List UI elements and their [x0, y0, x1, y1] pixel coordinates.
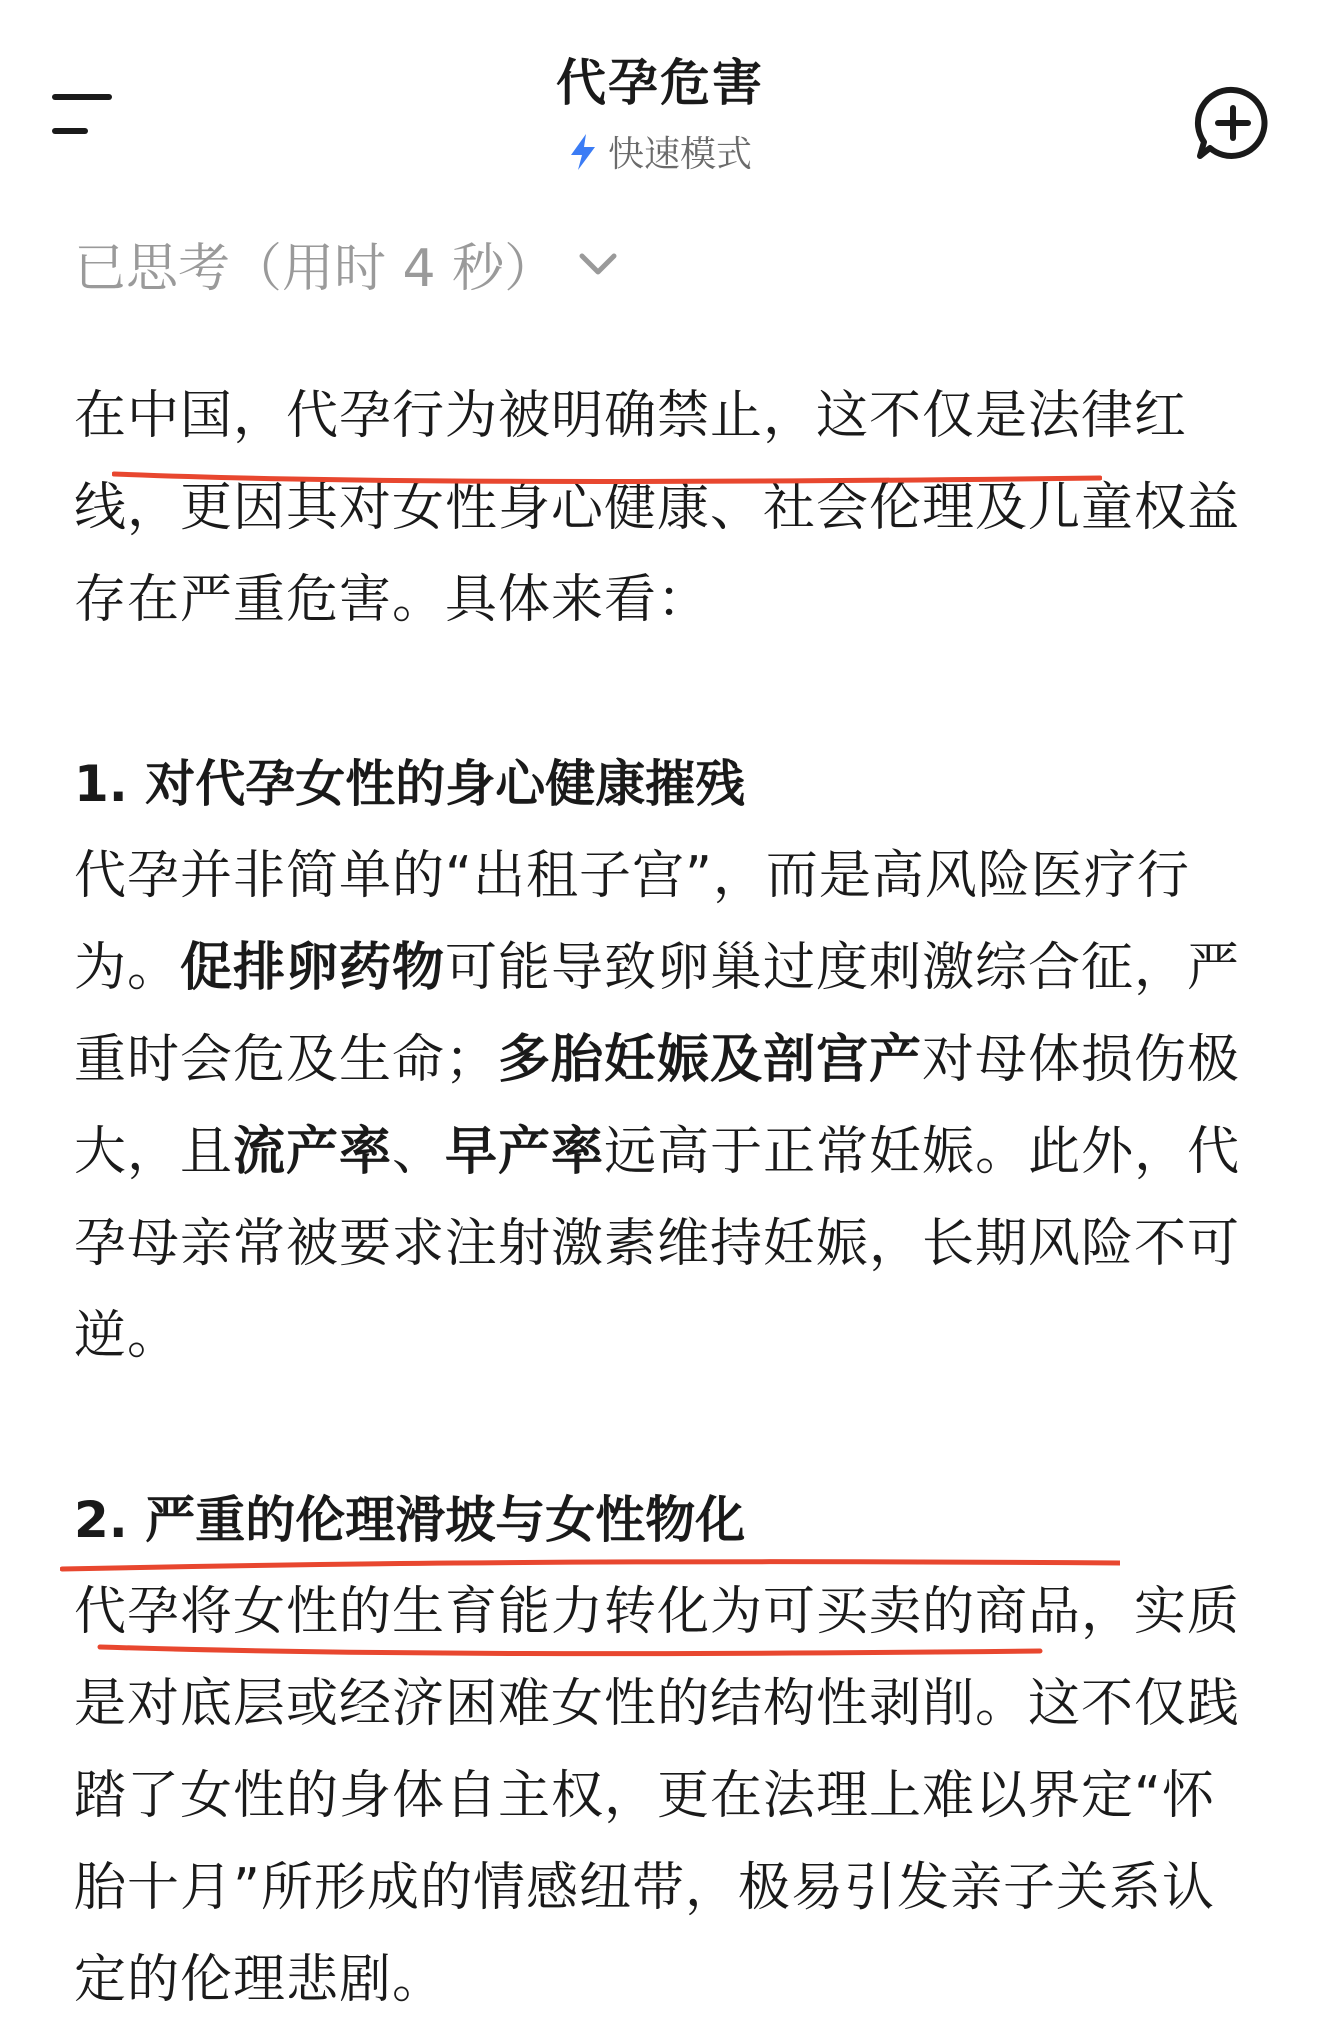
- section-2-heading: 2. 严重的伦理滑坡与女性物化: [74, 1491, 746, 1549]
- annotation-underline: [60, 1555, 1120, 1665]
- top-bar: [0, 0, 1320, 190]
- paragraph-gap: [74, 1382, 1264, 1474]
- bold-term: 促排卵药物: [180, 938, 446, 998]
- mode-selector[interactable]: [568, 126, 752, 177]
- new-chat-icon: [1192, 82, 1274, 164]
- thinking-toggle[interactable]: [74, 226, 618, 301]
- section-1-heading: 1. 对代孕女性的身心健康摧残: [74, 755, 746, 813]
- section-2-body: 代孕将女性的生育能力转化为可买卖的商品，实质是对底层或经济困难女性的结构性剥削。这不仅践踏了女性的身体自主权，更在法理上难以界定“怀胎十月”所形成的情感纽带，极易引发亲子关系认定的伦理悲剧。: [74, 1582, 1241, 2010]
- text-run: 远高于正常妊娠。此外，代孕母亲常被要求注射激素维持妊娠，长期风险不可逆。: [74, 1122, 1241, 1366]
- mode-label: 快速模式: [607, 134, 752, 175]
- paragraph-gap: [74, 646, 1264, 738]
- annotation-underline: [112, 468, 1102, 488]
- intro-paragraph: 在中国，代孕行为被明确禁止，这不仅是法律红线，更因其对女性身心健康、社会伦理及儿童权益存在严重危害。具体来看：: [74, 386, 1241, 630]
- text-run: 代孕并非简单的“出租子宫”，而是高风险医疗行为。: [74, 846, 1190, 998]
- text-run: 可能导致卵巢过度刺激综合征，严重时会危及生命；: [74, 938, 1241, 1090]
- bold-term: 多胎妊娠及剖宫产: [498, 1030, 923, 1090]
- chevron-down-icon: [578, 250, 618, 278]
- text-run: 、: [392, 1122, 446, 1182]
- bold-term: 早产率: [445, 1122, 605, 1182]
- answer-content: [74, 370, 1264, 2026]
- title-block: [0, 50, 1320, 177]
- lightning-icon: [568, 133, 598, 171]
- text-run: 对母体损伤极大，且: [74, 1030, 1241, 1182]
- section-1-body: [74, 830, 1264, 1382]
- new-chat-button[interactable]: [1192, 82, 1274, 164]
- thinking-label: 已思考（用时 4 秒）: [74, 239, 557, 299]
- page-title: 代孕危害: [556, 54, 764, 112]
- redaction-mark: [464, 814, 504, 826]
- bold-term: 流产率: [233, 1122, 393, 1182]
